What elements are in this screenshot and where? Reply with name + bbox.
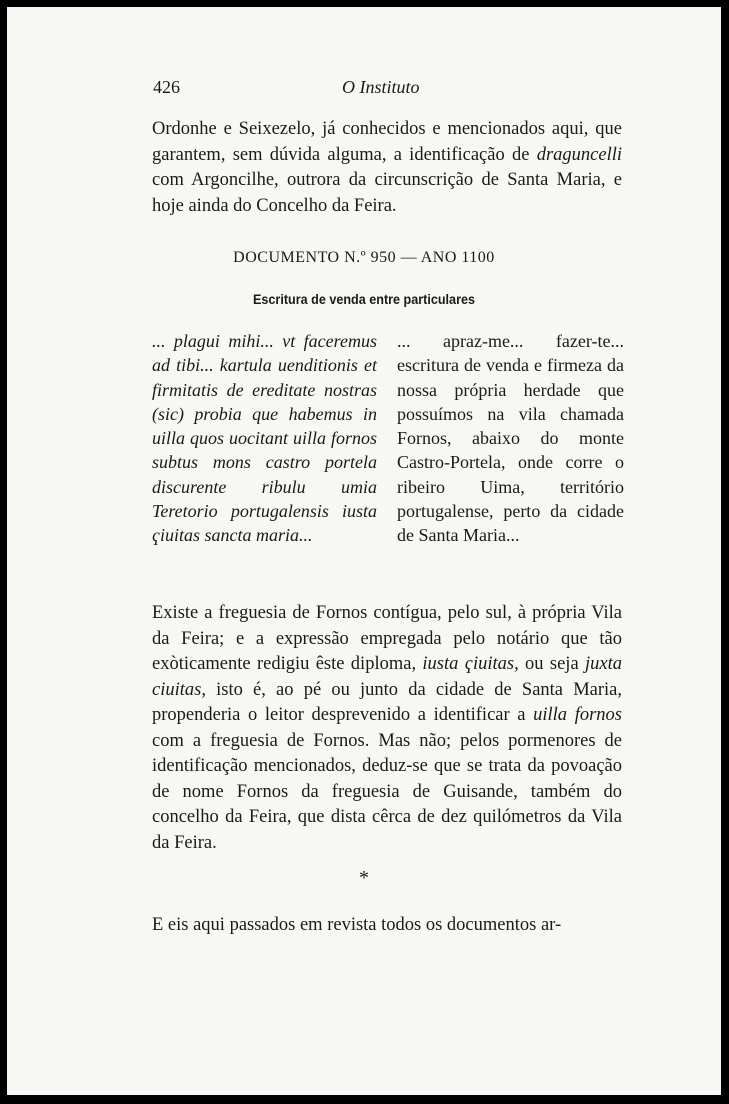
latin-transcription: ... plagui mihi... vt faceremus ad tibi... kartula uenditionis et firmitatis de ereditate nostras (sic) probia que habemus in uilla quos uocitant uilla fornos subtus mons castro portela discurente ribulu umia Teretorio portugalensis iusta ҁiuitas sancta maria... (152, 331, 377, 546)
paragraph-intro (152, 117, 622, 219)
paragraph-commentary (152, 601, 622, 856)
commentary-text-b: ou seja (518, 654, 585, 674)
book-page (7, 7, 721, 1095)
commentary-text-c: isto é, ao pé ou junto da cidade de Santa Maria, propenderia o leitor desprevenido a identificar a (152, 679, 622, 725)
paragraph-intro-italic: draguncelli (536, 144, 622, 165)
page-header (7, 77, 721, 101)
commentary-italic-c: uilla fornos (533, 705, 622, 725)
page-number: 426 (153, 77, 180, 97)
commentary-text-d: com a freguesia de Fornos. Mas não; pelos pormenores de identificação mencionados, deduz-se que se trata da povoação de nome Fornos da freguesia de Guisande, também do concelho da Feira, que dista cêrca de dez quilómetros da Vila da Feira. (152, 730, 622, 853)
paragraph-closing: E eis aqui passados em revista todos os documentos ar- (152, 915, 562, 935)
paragraph-intro-text-end: com Argoncilhe, outrora da circunscrição de Santa Maria, e hoje ainda do Concelho da Feira. (152, 170, 622, 216)
document-subtitle: Escritura de venda entre particulares (252, 291, 475, 307)
document-title: DOCUMENTO N.º 950 — ANO 1100 (233, 249, 495, 266)
portuguese-translation: ... apraz-me... fazer-te... escritura de venda e firmeza da nossa própria herdade que possuímos na vila chamada Fornos, abaixo do monte Castro-Portela, onde corre o ribeiro Uima, território portugalense, perto da cidade de Santa Maria... (397, 331, 624, 546)
section-separator: * (359, 867, 369, 889)
commentary-italic-b: juxta ciuitas, (152, 654, 622, 700)
commentary-text-a: Existe a freguesia de Fornos contígua, pelo sul, à própria Vila da Feira; e a expressão empregada pelo notário que tão exòticamente redigiu êste diploma, (152, 603, 622, 674)
running-title: O Instituto (342, 77, 420, 97)
commentary-italic-a: iusta ҁiuitas, (422, 654, 519, 674)
paragraph-intro-text: Ordonhe e Seixezelo, já conhecidos e mencionados aqui, que garantem, sem dúvida alguma, a identificação de (152, 119, 622, 165)
